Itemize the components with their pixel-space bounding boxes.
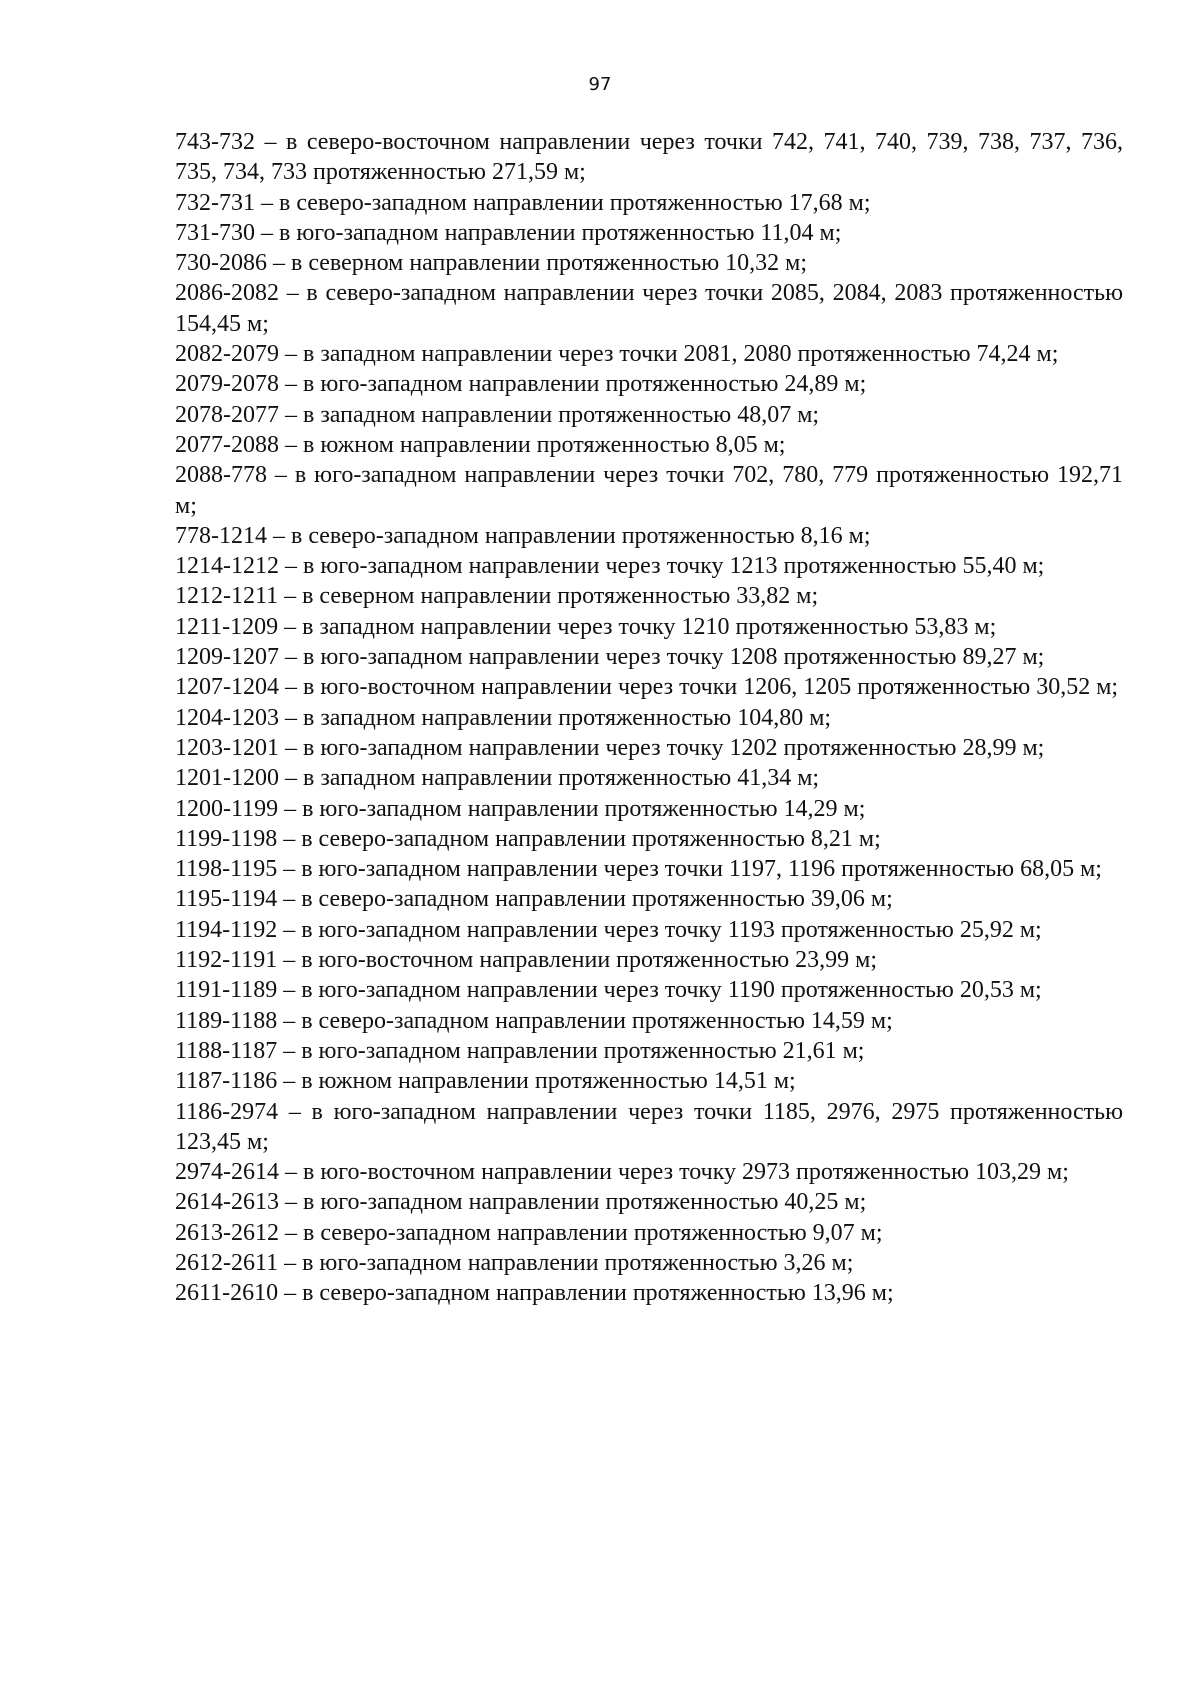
boundary-segment-paragraph: 1207-1204 – в юго-восточном направлении через точки 1206, 1205 протяженностью 30,52 м; xyxy=(175,674,1119,701)
boundary-segment-paragraph: 1191-1189 – в юго-западном направлении через точку 1190 протяженностью 20,53 м; xyxy=(175,977,1042,1004)
boundary-segment-paragraph: 1201-1200 – в западном направлении протяженностью 41,34 м; xyxy=(175,765,820,792)
boundary-segment-paragraph: 2611-2610 – в северо-западном направлении протяженностью 13,96 м; xyxy=(175,1280,894,1307)
document-body xyxy=(175,127,1123,1309)
boundary-segment-paragraph: 778-1214 – в северо-западном направлении протяженностью 8,16 м; xyxy=(175,522,871,549)
boundary-segment-paragraph: 1200-1199 – в юго-западном направлении протяженностью 14,29 м; xyxy=(175,795,866,822)
boundary-segment-paragraph: 1198-1195 – в юго-западном направлении через точки 1197, 1196 протяженностью 68,05 м; xyxy=(175,856,1102,883)
boundary-segment-paragraph: 2613-2612 – в северо-западном направлении протяженностью 9,07 м; xyxy=(175,1219,883,1246)
boundary-segment-paragraph: 1195-1194 – в северо-западном направлении протяженностью 39,06 м; xyxy=(175,886,893,913)
boundary-segment-paragraph: 1199-1198 – в северо-западном направлении протяженностью 8,21 м; xyxy=(175,825,881,852)
boundary-segment-paragraph: 1203-1201 – в юго-западном направлении через точку 1202 протяженностью 28,99 м; xyxy=(175,734,1045,761)
boundary-segment-paragraph: 743-732 – в северо-восточном направлении через точки 742, 741, 740, 739, 738, 737, 736, 735, 734, 733 протяженностью 271,59 м; xyxy=(175,129,1123,186)
boundary-segment-paragraph: 732-731 – в северо-западном направлении протяженностью 17,68 м; xyxy=(175,189,871,216)
boundary-segment-paragraph: 2614-2613 – в юго-западном направлении протяженностью 40,25 м; xyxy=(175,1189,867,1216)
boundary-segment-paragraph: 1189-1188 – в северо-западном направлении протяженностью 14,59 м; xyxy=(175,1007,893,1034)
boundary-segment-paragraph: 731-730 – в юго-западном направлении протяженностью 11,04 м; xyxy=(175,219,842,246)
boundary-segment-paragraph: 2079-2078 – в юго-западном направлении протяженностью 24,89 м; xyxy=(175,371,867,398)
boundary-segment-paragraph: 2086-2082 – в северо-западном направлении через точки 2085, 2084, 2083 протяженностью 154,45 м; xyxy=(175,280,1123,337)
boundary-segment-paragraph: 1192-1191 – в юго-восточном направлении протяженностью 23,99 м; xyxy=(175,947,877,974)
boundary-segment-paragraph: 1211-1209 – в западном направлении через точку 1210 протяженностью 53,83 м; xyxy=(175,613,997,640)
boundary-segment-paragraph: 1194-1192 – в юго-западном направлении через точку 1193 протяженностью 25,92 м; xyxy=(175,916,1042,943)
boundary-segment-paragraph: 2612-2611 – в юго-западном направлении протяженностью 3,26 м; xyxy=(175,1249,854,1276)
boundary-segment-paragraph: 1186-2974 – в юго-западном направлении через точки 1185, 2976, 2975 протяженностью 123,45 м; xyxy=(175,1098,1123,1155)
boundary-segment-paragraph: 2077-2088 – в южном направлении протяженностью 8,05 м; xyxy=(175,431,786,458)
boundary-segment-paragraph: 2078-2077 – в западном направлении протяженностью 48,07 м; xyxy=(175,401,820,428)
boundary-segment-paragraph: 1187-1186 – в южном направлении протяженностью 14,51 м; xyxy=(175,1068,796,1095)
page-number: 97 xyxy=(588,74,612,95)
boundary-segment-paragraph: 2088-778 – в юго-западном направлении через точки 702, 780, 779 протяженностью 192,71 м; xyxy=(175,462,1123,519)
boundary-segment-paragraph: 1204-1203 – в западном направлении протяженностью 104,80 м; xyxy=(175,704,832,731)
boundary-segment-paragraph: 730-2086 – в северном направлении протяженностью 10,32 м; xyxy=(175,250,808,277)
boundary-segment-paragraph: 1209-1207 – в юго-западном направлении через точку 1208 протяженностью 89,27 м; xyxy=(175,644,1045,671)
boundary-segment-paragraph: 2082-2079 – в западном направлении через точки 2081, 2080 протяженностью 74,24 м; xyxy=(175,341,1059,368)
boundary-segment-paragraph: 1214-1212 – в юго-западном направлении через точку 1213 протяженностью 55,40 м; xyxy=(175,553,1045,580)
boundary-segment-paragraph: 1212-1211 – в северном направлении протяженностью 33,82 м; xyxy=(175,583,819,610)
boundary-segment-paragraph: 2974-2614 – в юго-восточном направлении через точку 2973 протяженностью 103,29 м; xyxy=(175,1159,1069,1186)
boundary-segment-paragraph: 1188-1187 – в юго-западном направлении протяженностью 21,61 м; xyxy=(175,1037,865,1064)
